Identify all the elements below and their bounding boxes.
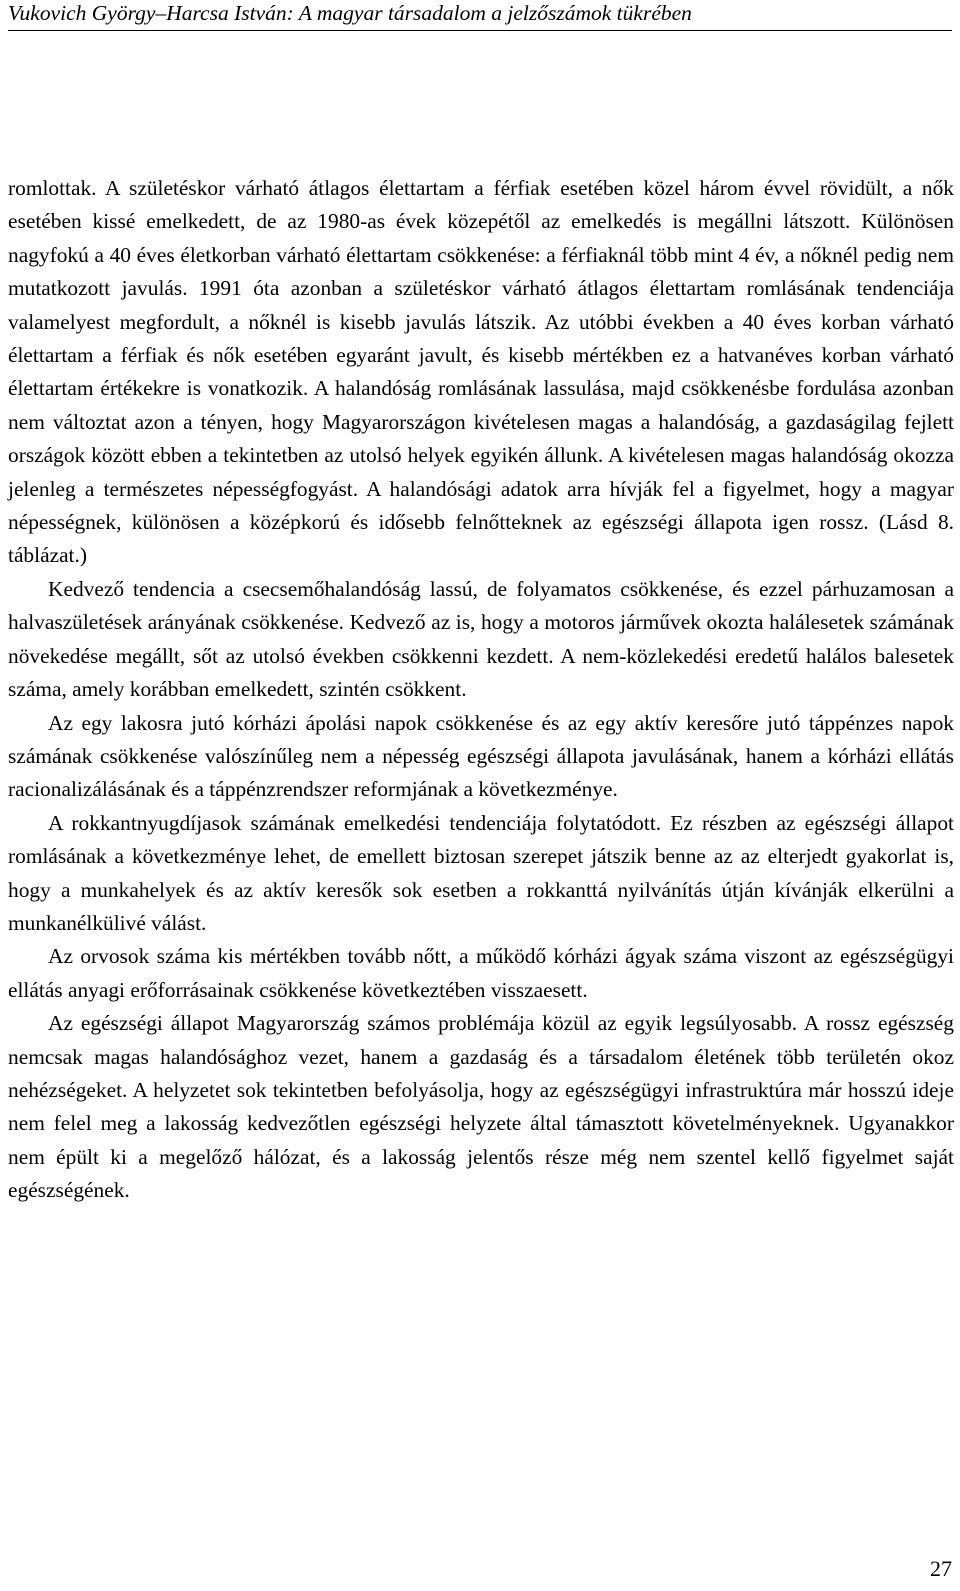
paragraph-infant-mortality: Kedvező tendencia a csecsemőhalandóság lassú, de folyamatos csökkenése, és ezzel párhuzamosan a halvaszületések arányának csökkenése. Kedvező az is, hogy a motoros járművek okozta halálesetek számának növekedése megállt, sőt az utolsó években csökkenni kezdett. A nem-közlekedési eredetű halálos balesetek száma, amely korábban emelkedett, szintén csökkent. [8,576,954,702]
paragraph-health-status: Az egészségi állapot Magyarország számos problémája közül az egyik legsúlyosabb. A rossz egészség nemcsak magas halandósághoz vezet, hanem a gazdaság és a társadalom életének több területén okoz nehézségeket. A helyzetet sok tekintetben befolyásolja, hogy az egészségügyi infrastruktúra már hosszú ideje nem felel meg a lakosság kedvezőtlen egészségi helyzete által támasztott követelményeknek. Ugyanakkor nem épült ki a megelőző hálózat, és a lakosság jelentős része még nem szentel kellő figyelmet saját egészségének. [8,1011,954,1203]
paragraph-doctors: Az orvosok száma kis mértékben tovább nőtt, a működő kórházi ágyak száma viszont az egészségügyi ellátás anyagi erőforrásainak csökkenése következtében visszaesett. [8,944,954,1002]
page-number: 27 [930,1556,952,1581]
running-title: Vukovich György–Harcsa István: A magyar társadalom a jelzőszámok tükrében [8,1,692,25]
paragraph-hospital-days: Az egy lakosra jutó kórházi ápolási napok csökkenése és az egy aktív keresőre jutó táppénzes napok számának csökkenése valószínűleg nem a népesség egészségi állapota javulásának, hanem a kórházi ellátás racionalizálásának és a táppénzrendszer reformjának a következménye. [8,710,954,802]
paragraph-disability-pensioners: A rokkantnyugdíjasok számának emelkedési tendenciája folytatódott. Ez részben az egészségi állapot romlásának a következménye lehet, de emellett biztosan szerepet játszik benne az az elterjedt gyakorlat is, hogy a munkahelyek és az aktív keresők sok esetben a rokkanttá nyilvánítás útján kívánják elkerülni a munkanélkülivé válást. [8,810,954,935]
paragraph-mortality: romlottak. A születéskor várható átlagos élettartam a férfiak esetében közel három évvel rövidült, a nők esetében kissé emelkedett, de az 1980-as évek közepétől az emelkedés is megállni látszott. Különösen nagyfokú a 40 éves életkorban várható élettartam csökkenése: a férfiaknál több mint 4 év, a nőknél pedig nem mutatkozott javulás. 1991 óta azonban a születéskor várható átlagos élettartam romlásának tendenciája valamelyest megfordult, a nőknél is kisebb javulás látszik. Az utóbbi években a 40 éves korban várható élettartam a férfiak és nők esetében egyaránt javult, és kisebb mértékben ez a hatvanéves korban várható élettartam értékekre is vonatkozik. A halandóság romlásának lassulása, majd csökkenésbe fordulása azonban nem változtat azon a tényen, hogy Magyarországon kivételesen magas a halandóság, a gazdaságilag fejlett országok között ebben a tekintetben az utolsó helyek egyikén állunk. A kivételesen magas halandóság okozza jelenleg a természetes népességfogyást. A halandósági adatok arra hívják fel a figyelmet, hogy a magyar népességnek, különösen a középkorú és idősebb felnőtteknek az egészségi állapota igen rossz. (Lásd 8. táblázat.) [8,176,954,568]
body-text [8,172,954,1208]
running-header [8,0,952,31]
